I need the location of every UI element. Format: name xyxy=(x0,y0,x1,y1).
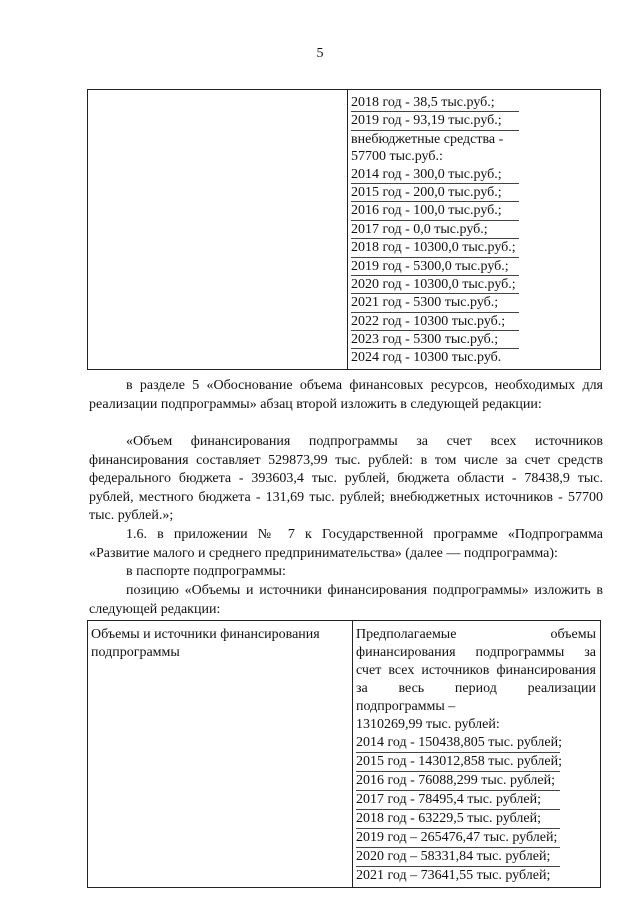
funding-line: внебюджетные средства - xyxy=(351,131,504,147)
paragraph-funding-volume: «Объем финансирования подпрограммы за счет всех источников финансирования составляет 529873,99 тыс. рублей: в том числе за счет средств федерального бюджета - 393603,4 тыс. рублей, бюджета области - 78438,9 тыс. рублей, местного бюджета - 131,69 тыс. рублей; внебюджетных источников - 57700 тыс. рублей.»; xyxy=(89,434,603,523)
funding-line: 2020 год – 58331,84 тыс. рублей; xyxy=(356,848,560,867)
funding-line: 2019 год - 5300,0 тыс.руб.; xyxy=(351,258,519,276)
table-cell-empty xyxy=(88,90,348,370)
funding-line: 2021 год - 5300 тыс.руб.; xyxy=(351,294,519,312)
funding-line: 2015 год - 143012,858 тыс. рублей; xyxy=(356,753,560,772)
funding-line: за весь период реализации xyxy=(356,681,596,696)
funding-sources-details xyxy=(353,621,601,888)
paragraph-appendix-7: 1.6. в приложении № 7 к Государственной программе «Подпрограмма «Развитие малого и среднего предпринимательства» (далее — подпрограмма): xyxy=(89,527,603,561)
funding-line: подпрограммы – xyxy=(356,699,456,714)
funding-line: 2021 год – 73641,55 тыс. рублей; xyxy=(356,868,551,883)
funding-line: 2019 год – 265476,47 тыс. рублей; xyxy=(356,829,560,848)
page-number: 5 xyxy=(316,46,324,61)
funding-line: счет всех источников финансирования xyxy=(356,663,596,678)
funding-line: 2017 год - 0,0 тыс.руб.; xyxy=(351,221,519,239)
funding-line: 57700 тыс.руб.: xyxy=(351,149,443,165)
funding-line: 2024 год - 10300 тыс.руб. xyxy=(351,350,502,366)
funding-line: Предполагаемые объемы xyxy=(356,627,596,642)
funding-line: 2018 год - 63229,5 тыс. рублей; xyxy=(356,810,560,829)
funding-line: 2020 год - 10300,0 тыс.руб.; xyxy=(351,276,519,294)
funding-line: 2018 год - 38,5 тыс.руб.; xyxy=(351,94,519,112)
paragraph-position: позицию «Объемы и источники финансирования подпрограммы» изложить в следующей редакции: xyxy=(89,583,603,617)
funding-line: 2017 год - 78495,4 тыс. рублей; xyxy=(356,791,560,810)
funding-table xyxy=(87,620,601,888)
funding-line: 2016 год - 76088,299 тыс. рублей; xyxy=(356,772,560,791)
funding-table-continued xyxy=(87,89,601,370)
funding-sources-label: Объемы и источники финансирования подпрограммы xyxy=(88,621,353,888)
funding-line: 2022 год - 10300 тыс.руб.; xyxy=(351,313,519,331)
funding-line: 2023 год - 5300 тыс.руб.; xyxy=(351,331,519,349)
table-row xyxy=(88,621,601,888)
funding-details-cell xyxy=(348,90,601,370)
funding-line: 2016 год - 100,0 тыс.руб.; xyxy=(351,202,519,220)
funding-line: финансирования подпрограммы за xyxy=(356,645,596,660)
funding-line: 2019 год - 93,19 тыс.руб.; xyxy=(351,112,519,130)
table-row xyxy=(88,90,601,370)
funding-line: 2014 год - 150438,805 тыс. рублей; xyxy=(356,734,560,753)
funding-line: 1310269,99 тыс. рублей: xyxy=(356,717,500,732)
funding-line: 2015 год - 200,0 тыс.руб.; xyxy=(351,184,519,202)
funding-line: 2014 год - 300,0 тыс.руб.; xyxy=(351,166,519,184)
paragraph-section5: в разделе 5 «Обоснование объема финансовых ресурсов, необходимых для реализации подпрограммы» абзац второй изложить в следующей редакции: xyxy=(89,378,603,412)
paragraph-passport: в паспорте подпрограммы: xyxy=(126,564,286,579)
funding-line: 2018 год - 10300,0 тыс.руб.; xyxy=(351,239,519,257)
